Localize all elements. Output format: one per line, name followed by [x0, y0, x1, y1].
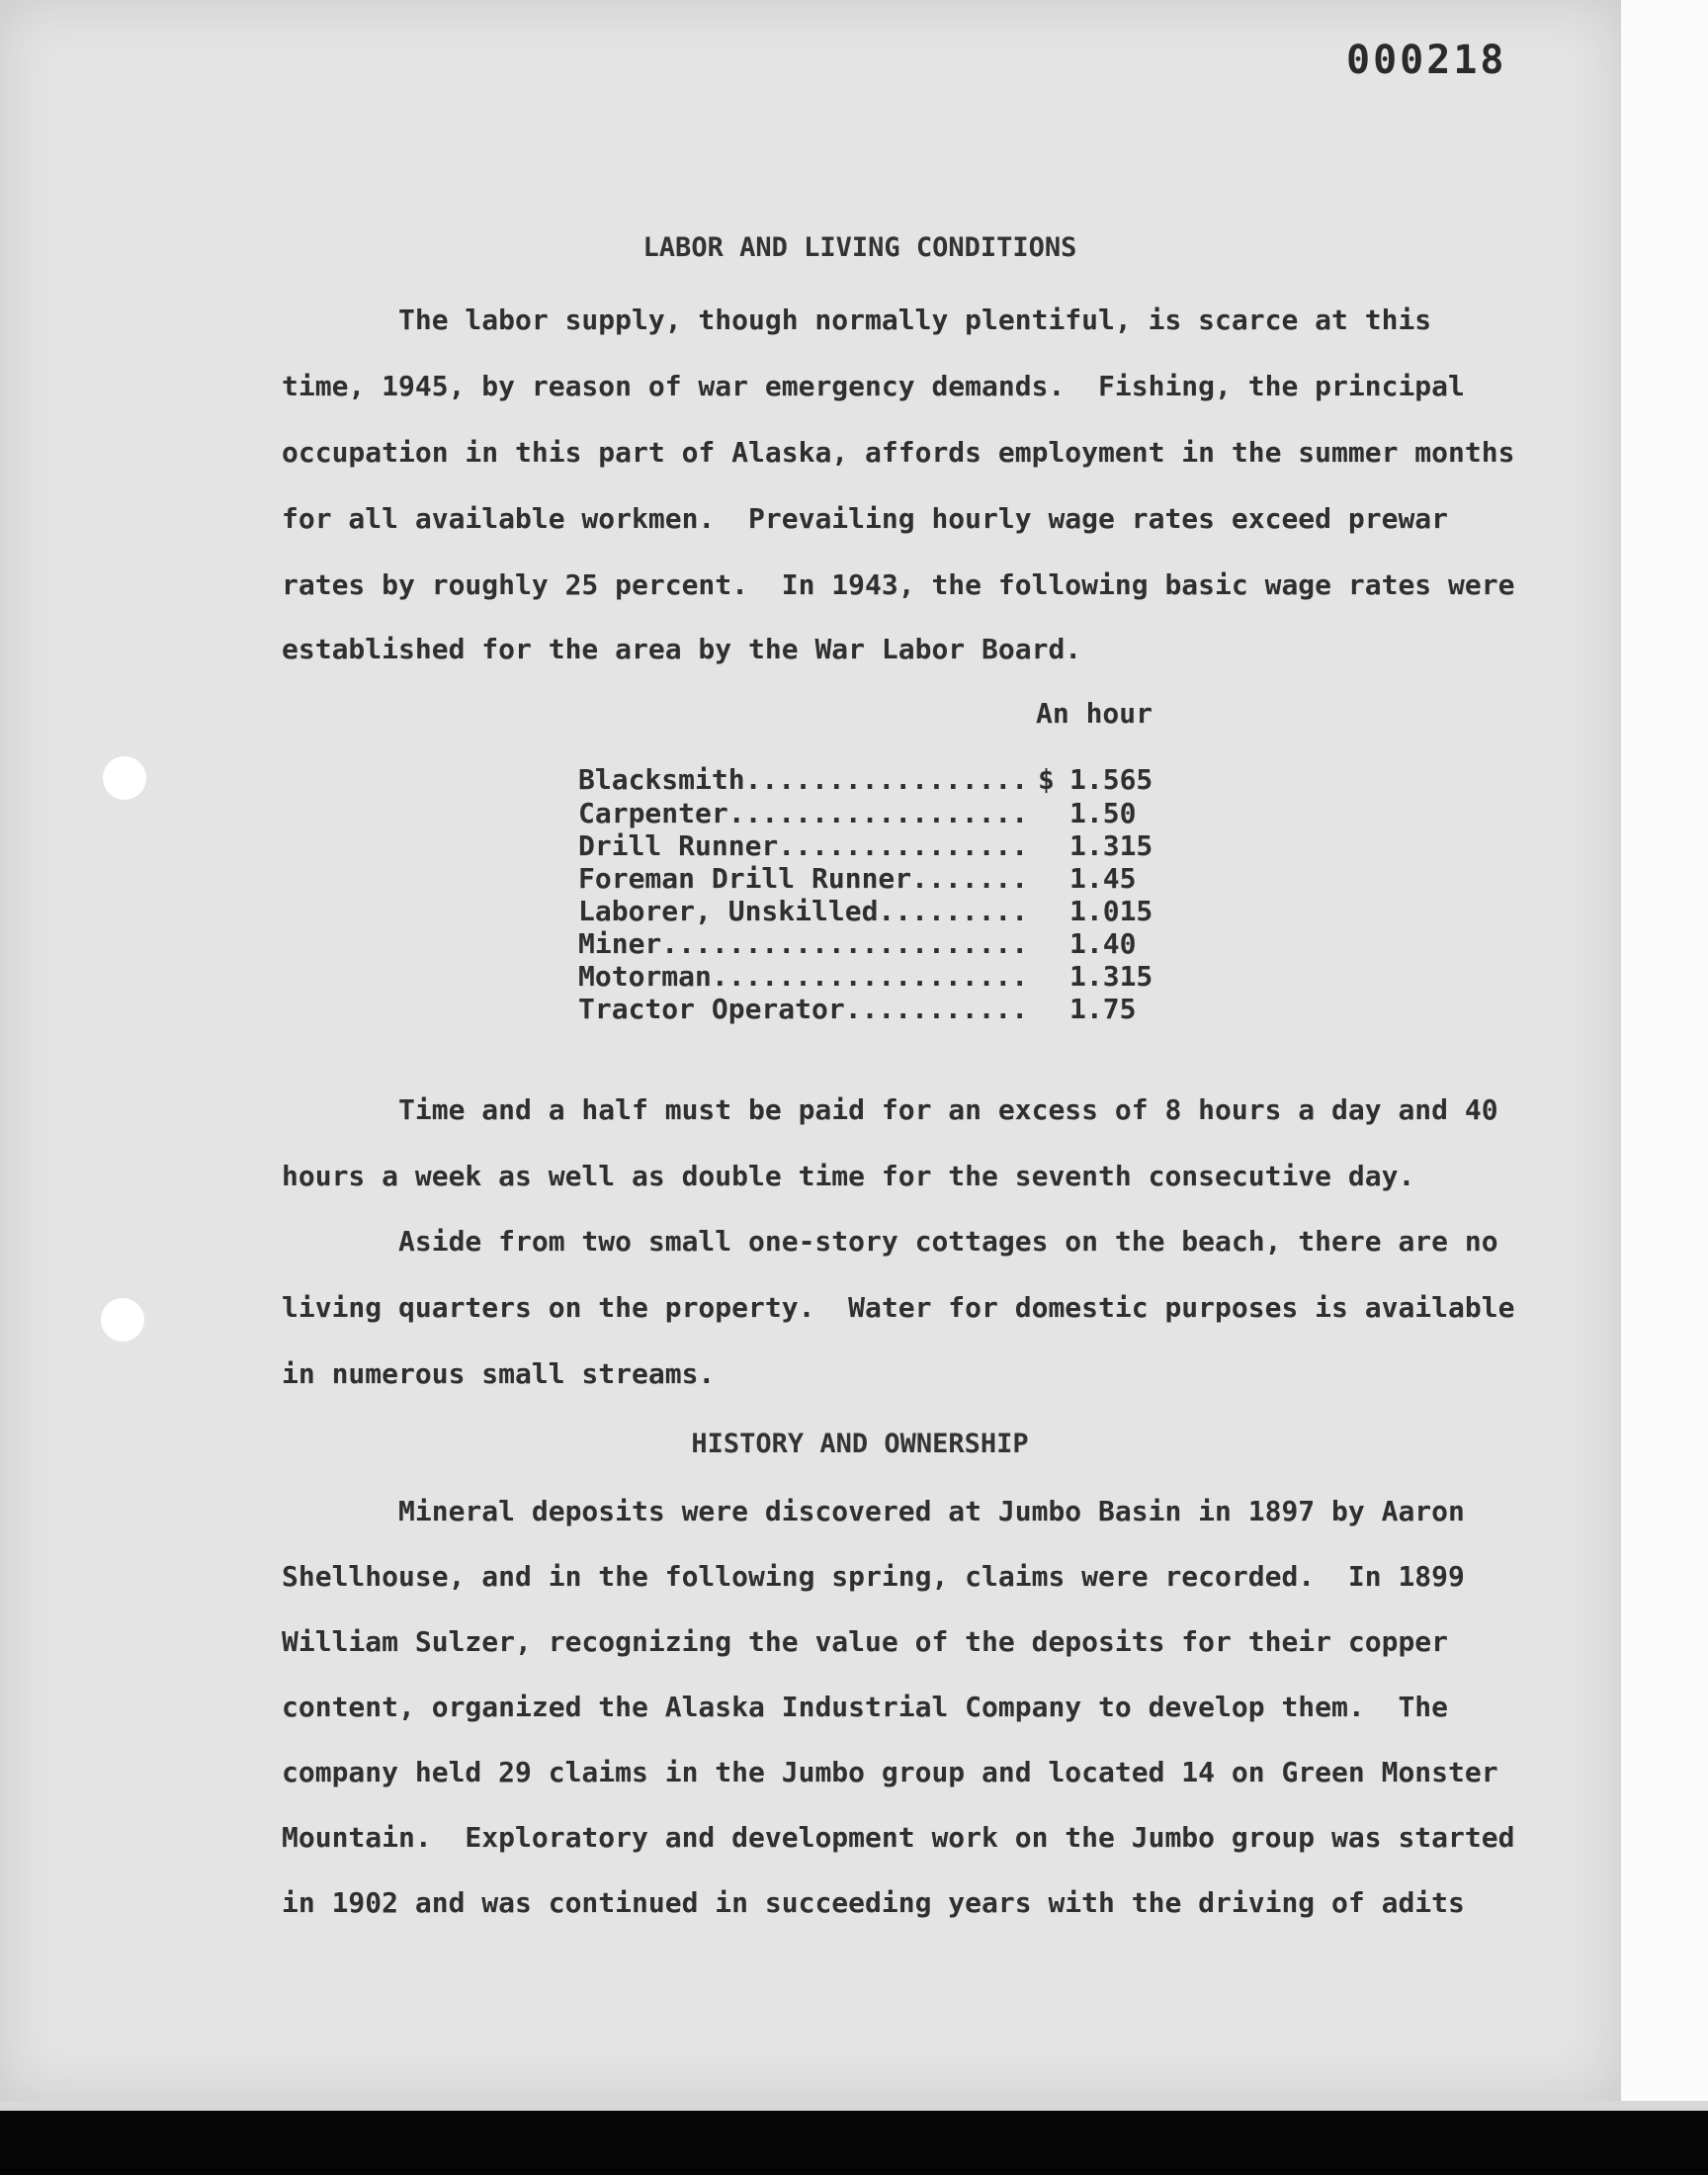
occupation-label: Miner...................... [578, 927, 1029, 960]
page-number: 000218 [1346, 38, 1507, 83]
occupation-label: Laborer, Unskilled......... [578, 895, 1029, 927]
occupation-label: Drill Runner............... [578, 829, 1029, 862]
section-heading-labor: LABOR AND LIVING CONDITIONS [642, 232, 1077, 263]
text-line: Mountain. Exploratory and development work on the Jumbo group was started [282, 1821, 1515, 1854]
text-line: rates by roughly 25 percent. In 1943, the following basic wage rates were [282, 568, 1515, 601]
wage-rate: 1.565 [1069, 763, 1153, 796]
scan-border-bottom [0, 2111, 1708, 2175]
text-line: in numerous small streams. [282, 1357, 716, 1390]
wage-table-header: An hour [1036, 697, 1153, 730]
wage-rate: 1.015 [1069, 895, 1153, 927]
punch-hole-bottom [101, 1298, 144, 1342]
text-line: Time and a half must be paid for an excess of 8 hours a day and 40 [398, 1093, 1498, 1126]
wage-rate: 1.50 [1069, 797, 1137, 829]
text-line: occupation in this part of Alaska, affords employment in the summer months [282, 436, 1515, 469]
occupation-label: Carpenter.................. [578, 797, 1029, 829]
scan-margin-right [1621, 0, 1708, 2101]
wage-rate: 1.315 [1069, 960, 1153, 993]
wage-rate: 1.315 [1069, 829, 1153, 862]
wage-rate: 1.40 [1069, 927, 1137, 960]
text-line: living quarters on the property. Water for domestic purposes is available [282, 1291, 1515, 1324]
text-line: for all available workmen. Prevailing hourly wage rates exceed prewar [282, 502, 1449, 535]
currency-symbol: $ [1038, 763, 1055, 796]
occupation-label: Blacksmith................. [578, 763, 1029, 796]
wage-rate: 1.75 [1069, 993, 1137, 1025]
text-line: Aside from two small one-story cottages on the beach, there are no [398, 1225, 1498, 1258]
text-line: time, 1945, by reason of war emergency demands. Fishing, the principal [282, 370, 1465, 402]
text-line: William Sulzer, recognizing the value of the deposits for their copper [282, 1625, 1449, 1658]
occupation-label: Motorman................... [578, 960, 1029, 993]
text-line: content, organized the Alaska Industrial Company to develop them. The [282, 1691, 1449, 1723]
text-line: The labor supply, though normally plentiful, is scarce at this [398, 304, 1432, 336]
text-line: Shellhouse, and in the following spring, claims were recorded. In 1899 [282, 1560, 1465, 1593]
occupation-label: Tractor Operator........... [578, 993, 1029, 1025]
text-line: in 1902 and was continued in succeeding years with the driving of adits [282, 1886, 1465, 1919]
section-heading-history: HISTORY AND OWNERSHIP [691, 1429, 1029, 1459]
occupation-label: Foreman Drill Runner....... [578, 862, 1029, 895]
text-line: hours a week as well as double time for the seventh consecutive day. [282, 1160, 1415, 1192]
text-line: company held 29 claims in the Jumbo group and located 14 on Green Monster [282, 1756, 1498, 1788]
text-line: Mineral deposits were discovered at Jumbo Basin in 1897 by Aaron [398, 1495, 1465, 1527]
punch-hole-top [103, 756, 146, 800]
wage-rate: 1.45 [1069, 862, 1137, 895]
text-line: established for the area by the War Labor Board. [282, 633, 1082, 665]
scan-margin-bottom [0, 2101, 1708, 2111]
